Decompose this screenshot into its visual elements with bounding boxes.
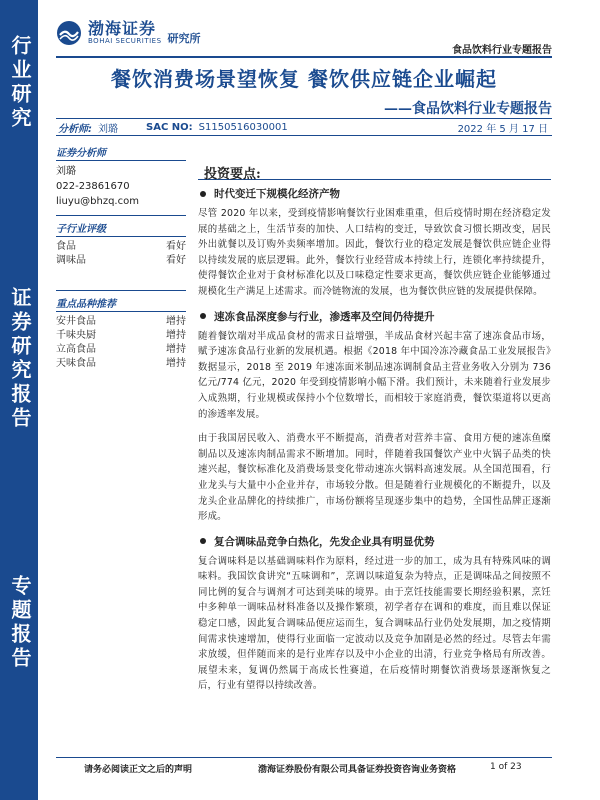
report-title: 餐饮消费场景望恢复 餐饮供应链企业崛起 bbox=[111, 67, 497, 91]
header-divider bbox=[56, 56, 552, 58]
page-number: 1 of 23 bbox=[490, 762, 522, 772]
rating-row bbox=[56, 254, 186, 268]
footer-divider bbox=[56, 757, 552, 758]
body-paragraph: 随着餐饮端对半成品食材的需求日益增强，半成品食材兴起丰富了速冻食品市场，赋予速冻食品行业新的发展机遇。根据《2018 年中国冷冻冷藏食品工业发展报告》数据显示，2018 至 2019 年速冻面米制品速冻调制食品主营业务收入分别为 736 亿元/774 亿元，2020 年受到疫情影响小幅下滑。我们预计，未来随着行业发展步入成熟期，行业规模或保持小个位数增长，而相较于家庭消费，餐饮渠道将以更高的渗透率发展。 bbox=[198, 330, 551, 420]
section-heading bbox=[200, 186, 551, 201]
stock-name: 安井食品 bbox=[56, 316, 96, 327]
section-heading-text: 速冻食品深度参与行业，渗透率及空间仍待提升 bbox=[214, 310, 435, 323]
report-type: 食品饮料行业专题报告 bbox=[452, 45, 552, 56]
section-heading-text: 时代变迁下规模化经济产物 bbox=[214, 188, 340, 200]
stock-row bbox=[56, 343, 186, 357]
stock-name: 天味食品 bbox=[56, 358, 96, 369]
stock-rating: 增持 bbox=[166, 330, 186, 341]
stock-row bbox=[56, 329, 186, 343]
analyst-phone: 022-23861670 bbox=[56, 181, 130, 192]
stock-row bbox=[56, 315, 186, 329]
stock-name: 千味央厨 bbox=[56, 330, 96, 341]
stock-rating: 增持 bbox=[166, 344, 186, 355]
report-subtitle: ——食品饮料行业专题报告 bbox=[384, 101, 552, 117]
sidebar-divider bbox=[56, 290, 186, 291]
key-points-title: 投资要点: bbox=[204, 167, 261, 182]
section-heading-text: 复合调味品竞争白热化，先发企业具有明显优势 bbox=[214, 535, 435, 548]
analyst-name: 刘璐 bbox=[98, 123, 118, 135]
subindustry-rating: 看好 bbox=[166, 255, 186, 266]
subindustry-name: 调味品 bbox=[56, 255, 86, 266]
analyst-bar bbox=[56, 118, 552, 136]
bohai-logo bbox=[56, 18, 201, 48]
sac-number: S1150516030001 bbox=[198, 121, 288, 133]
analyst-section-heading: 证券分析师 bbox=[56, 144, 186, 161]
body-paragraph: 复合调味料是以基础调味料作为原料，经过进一步的加工，成为具有特殊风味的调味料。我国饮食讲究“五味调和”，烹调以味道复杂为特点，正是调味品之间按照不同比例的复合与调剂才可达到美味的境界。由于烹饪技能需要长期经验积累，烹饪中多种单一调味品材料准备以及操作繁琐，初学者存在调和的难度，而且难以保证稳定口感，因此复合调味品便应运而生，复合调味品行业仍处发展期，加之疫情期间需求快速增加，使得行业面临一定波动以及竞争加剧是必然的经过。尽管去年需求放缓，但伴随而来的是行业库存以及中小企业的出清，行业竞争格局有所改善。展望未来，复调仍然属于高成长性赛道，在后疫情时期餐饮消费场景逐渐恢复之后，行业有望得以持续改善。 bbox=[198, 555, 551, 692]
footer-company-qualification: 渤海证券股份有限公司具备证券投资咨询业务资格 bbox=[258, 765, 457, 775]
stock-row bbox=[56, 357, 186, 371]
band-label-securities-report: 证券研究报告 bbox=[8, 287, 32, 431]
band-label-special-report: 专题报告 bbox=[8, 575, 32, 671]
sac-label: SAC NO: bbox=[146, 121, 193, 133]
stock-rating: 增持 bbox=[166, 358, 186, 369]
rating-row bbox=[56, 240, 186, 254]
sidebar-divider bbox=[56, 215, 186, 216]
logo-name-en: BOHAI SECURITIES bbox=[88, 37, 162, 45]
subindustry-name: 食品 bbox=[56, 241, 76, 252]
stock-name: 立高食品 bbox=[56, 344, 96, 355]
analyst-contact-name: 刘璐 bbox=[56, 166, 76, 177]
logo-institute: 研究所 bbox=[167, 32, 201, 45]
body-paragraph: 由于我国居民收入、消费水平不断提高，消费者对营养丰富、食用方便的速冻鱼糜制品以及速冻肉制品需求不断增加。同时，伴随着我国餐饮产业中火锅子品类的快速兴起，餐饮标准化及消费场景变化带动速冻火锅料高速发展。从全国范围看，行业龙头与大量中小企业并存，市场较分散。但是随着行业规模化的不断提升，以及龙头企业品牌化的持续推广，市场份额将呈现逐步集中的趋势，全国性品牌正逐渐形成。 bbox=[198, 433, 551, 523]
band-label-industry-research: 行业研究 bbox=[8, 35, 32, 131]
analyst-email[interactable]: liuyu@bhzq.com bbox=[56, 196, 139, 207]
section-heading bbox=[200, 534, 551, 549]
subindustry-section-heading: 子行业评级 bbox=[56, 220, 186, 237]
logo-mark-icon bbox=[56, 20, 82, 46]
footer-disclaimer: 请务必阅读正文之后的声明 bbox=[84, 765, 193, 775]
analyst-label: 分析师: bbox=[58, 123, 92, 135]
report-date: 2022 年 5 月 17 日 bbox=[457, 123, 548, 135]
section-heading bbox=[200, 309, 551, 324]
logo-name-cn: 渤海证券 bbox=[88, 19, 157, 38]
bullet-icon bbox=[200, 191, 206, 197]
bullet-icon bbox=[200, 313, 206, 319]
sidebar bbox=[56, 144, 186, 371]
stocks-section-heading: 重点品种推荐 bbox=[56, 295, 186, 312]
left-vertical-band bbox=[0, 0, 38, 800]
bullet-icon bbox=[200, 538, 206, 544]
body-paragraph: 尽管 2020 年以来，受到疫情影响餐饮行业困难重重，但后疫情时期在经济稳定发展的基础之上，生活节奏的加快、人口结构的变迁，导致饮食习惯长期改变，居民外出就餐以及订购外卖频率增加。因此，餐饮行业的稳定发展是餐饮供应链企业得以持续发展的底层逻辑。此外，餐饮行业经营成本持续上行，连锁化率持续提升，使得餐饮企业对于食材标准化以及口味稳定性要求更高，餐饮供应链企业能够通过规模化生产满足上述需求。而冷链物流的发展，也为餐饮供应链的发展提供保障。 bbox=[198, 208, 551, 297]
subindustry-rating: 看好 bbox=[166, 241, 186, 252]
stock-rating: 增持 bbox=[166, 316, 186, 327]
main-content bbox=[198, 163, 551, 703]
